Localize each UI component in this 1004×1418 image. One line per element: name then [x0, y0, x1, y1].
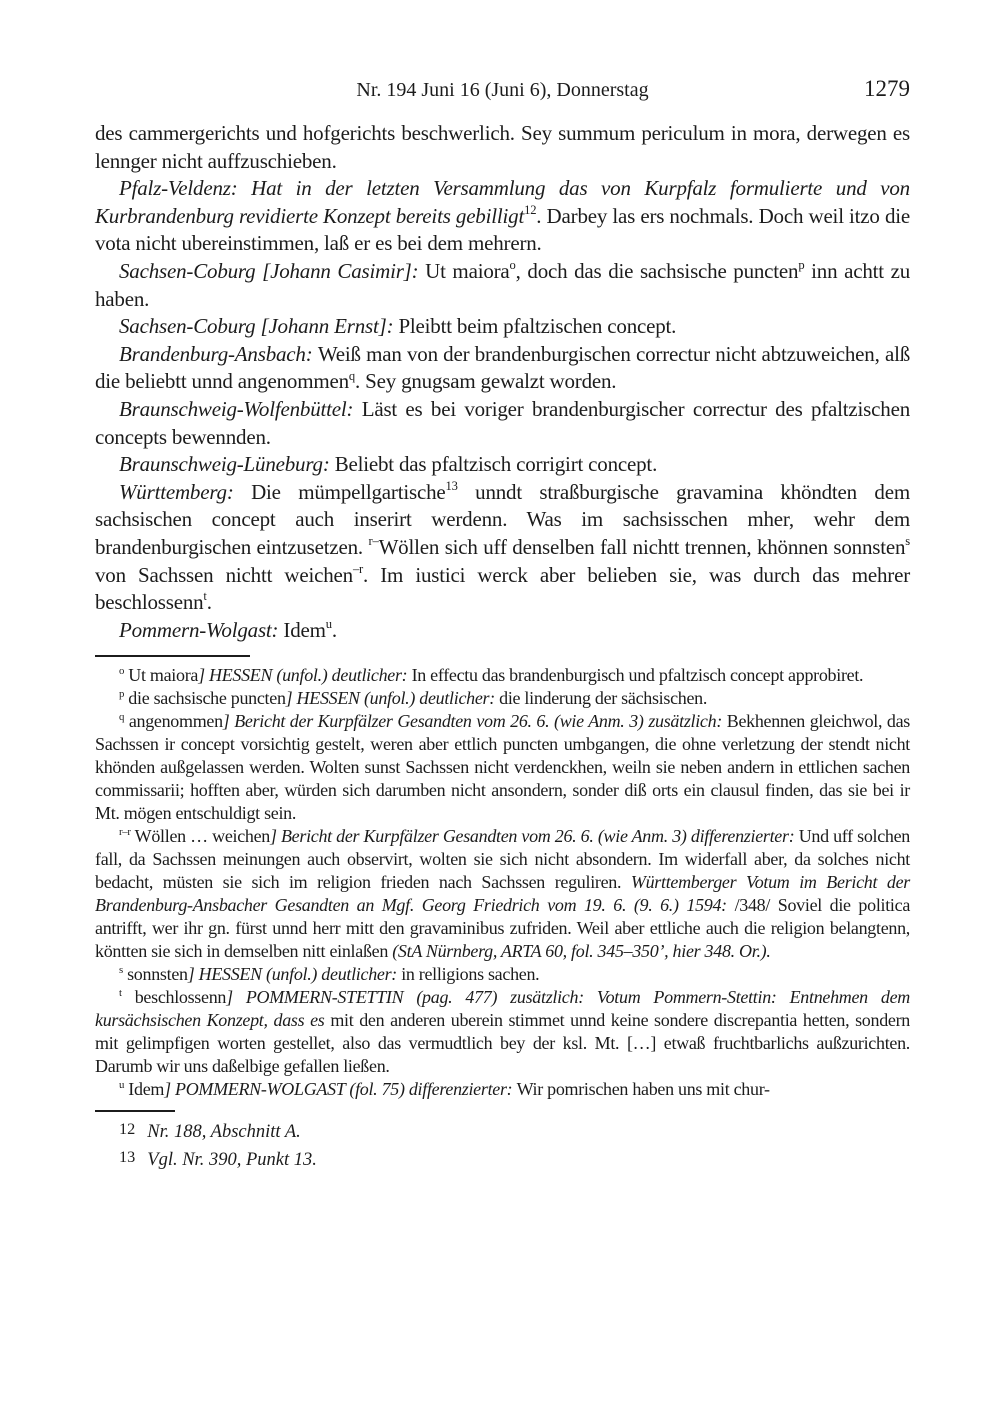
text-run: die linderung der sächsischen.	[499, 688, 708, 709]
footnote-12	[95, 1118, 910, 1146]
text-run: . Im iustici werck aber belieben sie, was durch das mehrer beschlossenn	[95, 562, 910, 615]
footnote-13	[95, 1146, 910, 1174]
text-run: Idem	[124, 1079, 165, 1100]
italic-text-run: Brandenburg-Ansbach:	[119, 341, 318, 366]
note-marker-superscript: q	[119, 710, 125, 723]
apparatus-entry-s	[95, 963, 910, 986]
apparatus-entry-p	[95, 687, 910, 710]
text-run: in relligions sachen.	[401, 964, 540, 985]
footnote-separator-rule	[95, 1110, 175, 1112]
paragraph-wuerttemberg	[95, 479, 910, 617]
paragraph-brandenburg-ansbach	[95, 341, 910, 396]
italic-text-run: Pfalz-Veldenz: Hat in der letzten Versammlung das von Kurpfalz formulierte und von Kurbrandenburg revidierte Konzept bereits gebilligt	[95, 176, 910, 228]
note-marker-superscript: s	[119, 963, 123, 976]
apparatus-separator-rule	[95, 655, 250, 657]
paragraph-sachsen-coburg-ernst	[95, 313, 910, 341]
text-run: Wöllen … weichen	[130, 826, 270, 847]
text-run: unndt straßburgische gravamina khöndten dem sachsischen concept auch inserirt werdenn. Was im sachsisschen mher, wehr dem brandenburgischen eintzusetzen.	[95, 479, 910, 559]
note-marker-superscript: 13	[445, 479, 458, 494]
text-run: Beliebt das pfaltzisch corrigirt concept.	[334, 452, 658, 477]
italic-text-run: ] HESSEN (unfol.) deutlicher:	[285, 688, 500, 709]
text-run: /348/ Soviel die politica antrifft, wer ihr gn. fürst unnd herr mitt den gravaminibus zufriden. Weil aber ettliche auch die religion belangtenn, köntten sie sich in demselben nitt einlaßen	[95, 895, 911, 962]
main-text-block	[95, 120, 910, 644]
italic-text-run: (StA Nürnberg, ARTA 60, fol. 345–350’, hier 348. Or.).	[392, 941, 771, 962]
paragraph-continuation	[95, 120, 910, 175]
text-run: mit den anderen uberein stimmet unnd keine sondere discrepantia hetten, sondern mit gelimpfigen worten gestellet, also das vermudtlich bey der ksl. Mt. […] etwaß fruchtbarlichs außzurichten. Darumb wir uns daßelbige gefallen ließen.	[95, 1010, 910, 1077]
note-marker-superscript: –r	[352, 561, 364, 576]
text-run: inn achtt zu haben.	[95, 258, 911, 311]
note-marker-superscript: u	[325, 617, 332, 632]
text-run: .	[206, 590, 212, 615]
text-run: Idem	[283, 617, 326, 642]
italic-text-run: Pommern-Wolgast:	[119, 617, 284, 642]
note-marker-superscript: s	[905, 534, 910, 549]
note-marker-superscript: u	[119, 1078, 125, 1091]
note-marker-superscript: q	[348, 368, 356, 383]
note-marker-superscript: t	[203, 589, 207, 604]
text-run: beschlossenn	[121, 987, 227, 1008]
italic-text-run: ] Bericht der Kurpfälzer Gesandten vom 26. 6. (wie Anm. 3) zusätzlich:	[222, 711, 727, 732]
apparatus-entry-t	[95, 986, 910, 1078]
text-run: In effectu das brandenburgisch und pfaltzisch concept approbiret.	[411, 665, 864, 686]
text-run: Wir pomrischen haben uns mit chur-	[516, 1079, 770, 1100]
text-run: , doch das die sachsische puncten	[515, 258, 799, 283]
paragraph-braunschweig-wolfenbuettel	[95, 396, 910, 451]
note-marker-superscript: p	[798, 258, 805, 273]
apparatus-entry-o	[95, 664, 910, 687]
text-run: Weiß man von der brandenburgischen correctur nicht abtzuweichen, alß die beliebtt unnd angenommen	[95, 341, 910, 394]
italic-text-run: Württemberger Votum im Bericht der Brandenburg-Ansbacher Gesandten an Mgf. Georg Friedrich vom 19. 6. (9. 6.) 1594:	[95, 872, 910, 916]
note-marker-superscript: t	[119, 986, 122, 999]
italic-text-run: Sachsen-Coburg [Johann Ernst]:	[119, 314, 399, 339]
note-marker-superscript: p	[119, 687, 125, 700]
paragraph-pfalz-veldenz	[95, 175, 910, 258]
italic-text-run: Sachsen-Coburg [Johann Casimir]:	[119, 258, 426, 283]
page-number: 1279	[864, 76, 910, 101]
italic-text-run: Braunschweig-Lüneburg:	[119, 452, 335, 477]
text-run: des cammergerichts und hofgerichts beschwerlich. Sey summum periculum in mora, derwegen es lennger nicht auffzuschieben.	[95, 121, 910, 173]
italic-text-run: ] HESSEN (unfol.) deutlicher:	[187, 964, 402, 985]
critical-apparatus	[95, 664, 910, 1101]
text-run: sonnsten	[122, 964, 188, 985]
running-header	[95, 76, 910, 102]
numbered-footnotes	[95, 1118, 910, 1174]
paragraph-sachsen-coburg-casimir	[95, 258, 910, 313]
text-run: von Sachssen nichtt weichen	[95, 562, 353, 587]
apparatus-entry-q	[95, 710, 910, 825]
italic-text-run: ] POMMERN-STETTIN (pag. 477) zusätzlich: Votum Pommern-Stettin: Entnehmen dem kursächsischen Konzept, dass es	[95, 987, 910, 1031]
text-run: Läst es bei voriger brandenburgischer correctur des pfaltzischen concepts bewennden.	[95, 396, 910, 449]
header-title: Nr. 194 Juni 16 (Juni 6), Donnerstag	[356, 79, 649, 101]
text-run: .	[331, 617, 337, 642]
note-marker-superscript: 12	[524, 203, 537, 218]
footnote-number: 12	[119, 1119, 136, 1139]
text-run: Die mümpellgartische	[251, 479, 446, 504]
text-run: Bekhennen gleichwol, das Sachssen ir concept vorsichtig gestelt, weren aber ettlich puncten umbgangen, die ohne verletzung der stendt nicht khönden außgelassen werden. Wolten sunst Sachssen nicht verdenckhen, weiln sie neben andern in ettlichen sachen commissarii; hofften aber, würden sich darumben nicht ansondern, sonder diß orts ein clausul finden, das sie bei ir Mt. mögen entschuldigt sein.	[95, 711, 911, 824]
apparatus-entry-r	[95, 825, 910, 963]
text-run: . Sey gnugsam gewalzt worden.	[355, 369, 617, 394]
text-run: Pleibtt beim pfaltzischen concept.	[398, 314, 677, 339]
italic-text-run: Württemberg:	[119, 479, 252, 504]
footnote-number: 13	[119, 1147, 136, 1167]
italic-text-run: Braunschweig-Wolfenbüttel:	[119, 396, 362, 421]
italic-text-run: ] Bericht der Kurpfälzer Gesandten vom 26. 6. (wie Anm. 3) differenzierter:	[270, 826, 799, 847]
apparatus-entry-u	[95, 1078, 910, 1101]
note-marker-superscript: o	[119, 664, 125, 677]
text-run: . Darbey las ers nochmals. Doch weil itzo die vota nicht ubereinstimmen, laß er es bei dem mehrern.	[95, 203, 911, 256]
italic-text-run: Vgl. Nr. 390, Punkt 13.	[147, 1150, 317, 1171]
note-marker-superscript: r–r	[119, 825, 131, 838]
text-run: Ut maiora	[124, 665, 199, 686]
text-run: Wöllen sich uff denselben fall nichtt trennen, khönnen sonnsten	[378, 534, 906, 559]
note-marker-superscript: o	[509, 258, 516, 273]
paragraph-pommern-wolgast	[95, 617, 910, 645]
text-run: Ut maiora	[425, 258, 510, 283]
text-run: die sachsische puncten	[124, 688, 286, 709]
italic-text-run: Nr. 188, Abschnitt A.	[147, 1122, 301, 1143]
note-marker-superscript: r–	[368, 534, 379, 549]
italic-text-run: ] HESSEN (unfol.) deutlicher:	[198, 665, 412, 686]
text-run: angenommen	[124, 711, 223, 732]
italic-text-run: ] POMMERN-WOLGAST (fol. 75) differenzierter:	[164, 1079, 517, 1100]
paragraph-braunschweig-lueneburg	[95, 451, 910, 479]
text-run: Und uff solchen fall, da Sachssen meinungen auch observirt, wolten sie sich nicht absondern. Im widerfall aber, da solches nicht bedacht, müsten sie sich im religion frieden nach Sachssen reguliren.	[95, 826, 911, 893]
